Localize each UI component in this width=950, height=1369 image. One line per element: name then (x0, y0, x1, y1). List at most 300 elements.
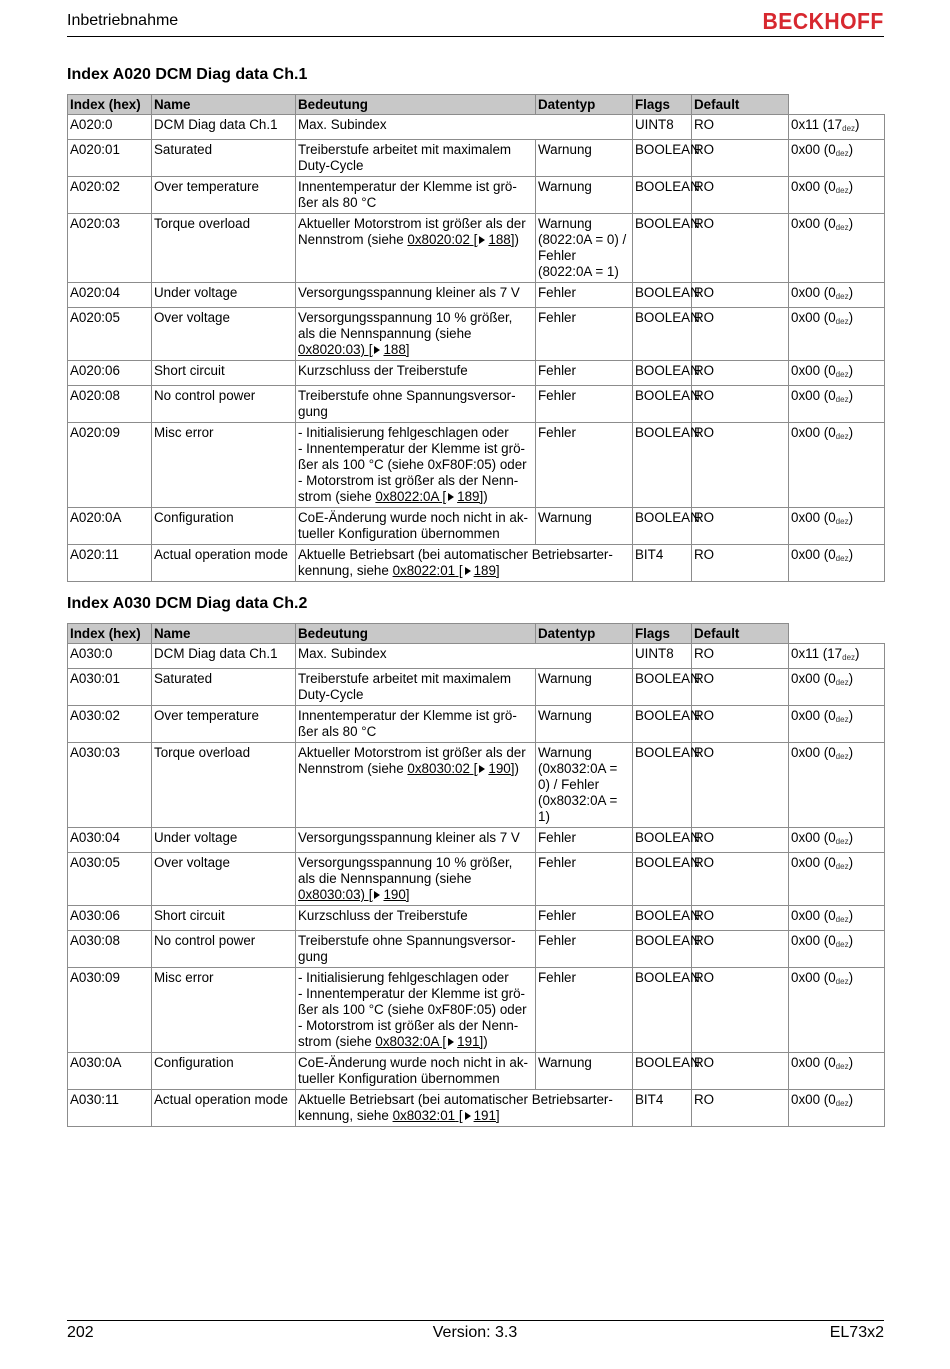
default-cell (789, 906, 885, 931)
default-value: 0x00 (0 (791, 310, 836, 325)
name-cell: Configuration (152, 1053, 296, 1090)
page-reference-link[interactable]: [ 190] (469, 761, 515, 776)
flags-cell: RO (692, 1090, 789, 1127)
flags-cell: RO (692, 423, 789, 508)
description-reference (298, 489, 533, 505)
unit-subscript: dez (835, 837, 849, 846)
datatype-cell: BIT4 (633, 1090, 692, 1127)
unit-subscript: dez (835, 940, 849, 949)
default-cell (789, 283, 885, 308)
flags-cell: RO (692, 743, 789, 828)
page-reference-link[interactable]: [ 191] (438, 1034, 484, 1049)
default-value: 0x00 (0 (791, 1092, 836, 1107)
severity-line: Fehler (538, 285, 576, 300)
name-cell: No control power (152, 931, 296, 968)
table-body (68, 644, 885, 1127)
default-close: ) (848, 1055, 854, 1070)
section-title-a030: Index A030 DCM Diag data Ch.2 (67, 595, 308, 612)
unit-subscript: dez (835, 223, 849, 232)
description-cell (296, 743, 536, 828)
severity-line: Fehler (538, 830, 576, 845)
default-value: 0x00 (0 (791, 970, 836, 985)
severity-cell (536, 177, 633, 214)
column-header: Datentyp (536, 95, 633, 115)
reference-prefix: Nennstrom (siehe (298, 232, 408, 247)
object-reference-link[interactable]: 0x8022:0A (375, 489, 439, 504)
object-reference-link[interactable]: 0x8030:03) (298, 887, 366, 902)
description-line: tueller Konfiguration übernommen (298, 526, 500, 541)
table-row (68, 177, 885, 214)
severity-line: Warnung (538, 745, 592, 760)
flags-cell: RO (692, 906, 789, 931)
severity-line: 1) (538, 809, 550, 824)
page-reference-number: 190] (383, 887, 410, 902)
table-row (68, 743, 885, 828)
index-cell: A020:03 (68, 214, 152, 283)
default-value: 0x11 (17 (791, 646, 843, 661)
page-reference-link[interactable]: [ 190] (365, 887, 410, 902)
default-value: 0x00 (0 (791, 1055, 836, 1070)
column-header: Flags (633, 624, 692, 644)
default-cell (789, 669, 885, 706)
page-reference-number: 188] (383, 342, 410, 357)
description-line: Aktuelle Betriebsart (bei automatischer Betriebsarter- (298, 547, 613, 562)
unit-subscript: dez (835, 554, 849, 563)
default-close: ) (848, 285, 854, 300)
default-value: 0x00 (0 (791, 285, 836, 300)
index-cell: A030:01 (68, 669, 152, 706)
name-cell: Misc error (152, 423, 296, 508)
index-cell: A020:08 (68, 386, 152, 423)
description-line: Kurzschluss der Treiberstufe (298, 363, 468, 378)
default-close: ) (848, 1092, 854, 1107)
object-table-a020 (67, 94, 885, 582)
page-reference-link[interactable]: [ 188] (469, 232, 515, 247)
default-value: 0x00 (0 (791, 671, 836, 686)
datatype-cell: BOOLEAN (633, 906, 692, 931)
description-cell (296, 423, 536, 508)
default-cell (789, 308, 885, 361)
product-name: EL73x2 (829, 1324, 884, 1341)
index-cell: A020:05 (68, 308, 152, 361)
default-cell (789, 140, 885, 177)
object-reference-link[interactable]: 0x8032:01 (392, 1108, 456, 1123)
index-cell: A020:09 (68, 423, 152, 508)
default-close: ) (848, 745, 854, 760)
datatype-cell: BOOLEAN (633, 1053, 692, 1090)
datatype-cell: BOOLEAN (633, 386, 692, 423)
arrow-right-icon (374, 891, 380, 899)
severity-line: Fehler (538, 855, 576, 870)
unit-subscript: dez (835, 862, 849, 871)
description-line: - Motorstrom ist größer als der Nenn- (298, 473, 519, 488)
column-header: Default (692, 624, 789, 644)
description-line: Aktueller Motorstrom ist größer als der (298, 216, 526, 231)
description-line: Versorgungsspannung kleiner als 7 V (298, 285, 520, 300)
column-header: Bedeutung (296, 95, 536, 115)
severity-line: Warnung (538, 142, 592, 157)
description-line: als die Nennspannung (siehe (298, 326, 472, 341)
default-cell (789, 508, 885, 545)
description-reference (298, 563, 630, 579)
default-close: ) (848, 547, 854, 562)
flags-cell: RO (692, 308, 789, 361)
severity-line: Fehler (538, 908, 576, 923)
description-cell (296, 931, 536, 968)
page-reference-link[interactable]: [ 189] (455, 563, 500, 578)
severity-line: Warnung (538, 708, 592, 723)
severity-line: Warnung (538, 671, 592, 686)
severity-cell (536, 214, 633, 283)
name-cell: Torque overload (152, 214, 296, 283)
column-header: Name (152, 95, 296, 115)
flags-cell: RO (692, 931, 789, 968)
description-reference (298, 761, 533, 777)
unit-subscript: dez (835, 370, 849, 379)
datatype-cell: UINT8 (633, 644, 692, 669)
description-cell (296, 669, 536, 706)
default-cell (789, 853, 885, 906)
datatype-cell: BOOLEAN (633, 931, 692, 968)
description-line: Versorgungsspannung 10 % größer, (298, 855, 513, 870)
default-value: 0x00 (0 (791, 708, 836, 723)
default-value: 0x00 (0 (791, 388, 836, 403)
flags-cell: RO (692, 644, 789, 669)
description-line: Treiberstufe ohne Spannungsversor- (298, 388, 516, 403)
datatype-cell: BOOLEAN (633, 853, 692, 906)
flags-cell: RO (692, 968, 789, 1053)
default-value: 0x00 (0 (791, 933, 836, 948)
index-cell: A030:04 (68, 828, 152, 853)
default-close: ) (848, 310, 854, 325)
page-reference-link[interactable]: [ 188] (365, 342, 410, 357)
unit-subscript: dez (835, 715, 849, 724)
flags-cell: RO (692, 853, 789, 906)
severity-line: Fehler (538, 363, 576, 378)
beckhoff-logo: BECKHOFF (762, 8, 884, 34)
datatype-cell: BOOLEAN (633, 308, 692, 361)
reference-prefix: kennung, siehe (298, 563, 393, 578)
table-row (68, 931, 885, 968)
reference-prefix: Nennstrom (siehe (298, 761, 408, 776)
table-row (68, 361, 885, 386)
description-line: ßer als 100 °C (siehe 0xF80F:05) oder (298, 457, 527, 472)
default-cell (789, 706, 885, 743)
description-line: ßer als 80 °C (298, 724, 377, 739)
table-row (68, 508, 885, 545)
default-cell (789, 644, 885, 669)
name-cell: Torque overload (152, 743, 296, 828)
default-close: ) (848, 908, 854, 923)
table-header-row (68, 95, 885, 115)
column-header: Default (692, 95, 789, 115)
severity-line: Warnung (538, 216, 592, 231)
default-close: ) (848, 671, 854, 686)
object-table-a030 (67, 623, 885, 1127)
default-value: 0x00 (0 (791, 510, 836, 525)
table-row (68, 386, 885, 423)
description-line: Treiberstufe arbeitet mit maximalem (298, 671, 512, 686)
arrow-right-icon (479, 236, 485, 244)
index-cell: A020:0 (68, 115, 152, 140)
object-reference-link[interactable]: 0x8022:01 (392, 563, 456, 578)
index-cell: A030:0 (68, 644, 152, 669)
default-value: 0x00 (0 (791, 547, 836, 562)
datatype-cell: BIT4 (633, 545, 692, 582)
arrow-right-icon (448, 493, 454, 501)
description-cell (296, 361, 536, 386)
default-close: ) (855, 646, 860, 661)
severity-cell (536, 386, 633, 423)
severity-cell (536, 706, 633, 743)
page-reference-number: 191] (473, 1108, 500, 1123)
default-cell (789, 177, 885, 214)
severity-cell (536, 906, 633, 931)
description-line: Duty-Cycle (298, 687, 364, 702)
unit-subscript: dez (835, 1062, 849, 1071)
table-row (68, 853, 885, 906)
table-row (68, 828, 885, 853)
page-reference-number: 189] (457, 489, 484, 504)
default-close: ) (848, 388, 854, 403)
object-reference-link[interactable]: 0x8032:0A (375, 1034, 439, 1049)
default-cell (789, 386, 885, 423)
footer-divider (67, 1320, 884, 1321)
description-cell (296, 644, 633, 669)
default-value: 0x00 (0 (791, 179, 836, 194)
description-line: Aktuelle Betriebsart (bei automatischer Betriebsarter- (298, 1092, 613, 1107)
flags-cell: RO (692, 545, 789, 582)
default-value: 0x00 (0 (791, 830, 836, 845)
index-cell: A030:08 (68, 931, 152, 968)
description-reference (298, 342, 533, 358)
datatype-cell: BOOLEAN (633, 283, 692, 308)
severity-line: (8022:0A = 0) / (538, 232, 627, 247)
name-cell: Short circuit (152, 906, 296, 931)
document-version: Version: 3.3 (432, 1324, 518, 1341)
unit-subscript: dez (835, 186, 849, 195)
datatype-cell: BOOLEAN (633, 177, 692, 214)
description-line: ßer als 80 °C (298, 195, 377, 210)
default-close: ) (848, 216, 854, 231)
datatype-cell: BOOLEAN (633, 743, 692, 828)
name-cell: Actual operation mode (152, 545, 296, 582)
description-line: Versorgungsspannung kleiner als 7 V (298, 830, 520, 845)
flags-cell: RO (692, 706, 789, 743)
severity-cell (536, 140, 633, 177)
description-line: Versorgungsspannung 10 % größer, (298, 310, 513, 325)
object-reference-link[interactable]: 0x8020:03) (298, 342, 366, 357)
severity-cell (536, 283, 633, 308)
name-cell: Under voltage (152, 828, 296, 853)
default-cell (789, 743, 885, 828)
default-value: 0x00 (0 (791, 745, 836, 760)
description-reference (298, 1108, 630, 1124)
description-cell (296, 508, 536, 545)
description-cell (296, 386, 536, 423)
default-close: ) (848, 830, 854, 845)
header-title: Inbetriebnahme (67, 12, 179, 29)
column-header: Index (hex) (68, 95, 152, 115)
description-line: - Initialisierung fehlgeschlagen oder (298, 425, 509, 440)
description-cell (296, 1090, 633, 1127)
reference-prefix: strom (siehe (298, 489, 376, 504)
severity-line: Fehler (538, 933, 576, 948)
description-cell (296, 968, 536, 1053)
flags-cell: RO (692, 140, 789, 177)
arrow-right-icon (448, 1038, 454, 1046)
flags-cell: RO (692, 177, 789, 214)
reference-prefix: kennung, siehe (298, 1108, 393, 1123)
datatype-cell: BOOLEAN (633, 214, 692, 283)
description-cell (296, 828, 536, 853)
severity-line: Fehler (538, 248, 576, 263)
default-cell (789, 545, 885, 582)
unit-subscript: dez (835, 977, 849, 986)
name-cell: DCM Diag data Ch.1 (152, 644, 296, 669)
default-cell (789, 214, 885, 283)
flags-cell: RO (692, 283, 789, 308)
datatype-cell: BOOLEAN (633, 361, 692, 386)
default-close: ) (848, 510, 854, 525)
table-row (68, 906, 885, 931)
reference-prefix: strom (siehe (298, 1034, 376, 1049)
arrow-right-icon (479, 765, 485, 773)
reference-suffix: ) (514, 232, 519, 247)
column-header: Flags (633, 95, 692, 115)
default-close: ) (848, 708, 854, 723)
default-close: ) (855, 117, 860, 132)
name-cell: Short circuit (152, 361, 296, 386)
description-line: - Initialisierung fehlgeschlagen oder (298, 970, 509, 985)
arrow-right-icon (374, 346, 380, 354)
severity-line: (0x8032:0A = (538, 793, 618, 808)
page-reference-number: 188] (488, 232, 515, 247)
default-close: ) (848, 933, 854, 948)
default-cell (789, 931, 885, 968)
severity-line: (0x8032:0A = (538, 761, 618, 776)
default-value: 0x00 (0 (791, 363, 836, 378)
column-header: Index (hex) (68, 624, 152, 644)
object-reference-link[interactable]: 0x8030:02 (407, 761, 470, 776)
default-value: 0x11 (17 (791, 117, 843, 132)
object-reference-link[interactable]: 0x8020:02 (407, 232, 470, 247)
severity-line: Warnung (538, 510, 592, 525)
reference-suffix: ) (514, 761, 519, 776)
default-value: 0x00 (0 (791, 908, 836, 923)
name-cell: Over voltage (152, 308, 296, 361)
description-line: - Innentemperatur der Klemme ist grö- (298, 986, 525, 1001)
severity-cell (536, 508, 633, 545)
flags-cell: RO (692, 1053, 789, 1090)
page-reference-number: 191] (457, 1034, 484, 1049)
index-cell: A020:04 (68, 283, 152, 308)
header-divider (67, 36, 884, 37)
description-line: Kurzschluss der Treiberstufe (298, 908, 468, 923)
name-cell: Misc error (152, 968, 296, 1053)
table-row (68, 968, 885, 1053)
page-reference-link[interactable]: [ 191] (455, 1108, 500, 1123)
severity-line: Fehler (538, 310, 576, 325)
index-cell: A020:11 (68, 545, 152, 582)
name-cell: Saturated (152, 140, 296, 177)
unit-subscript: dez (835, 395, 849, 404)
index-cell: A020:06 (68, 361, 152, 386)
default-cell (789, 828, 885, 853)
arrow-right-icon (465, 1112, 471, 1120)
severity-line: Fehler (538, 425, 576, 440)
description-line: CoE-Änderung wurde noch nicht in ak- (298, 510, 529, 525)
section-title-a020: Index A020 DCM Diag data Ch.1 (67, 66, 308, 83)
description-line: - Motorstrom ist größer als der Nenn- (298, 1018, 519, 1033)
default-cell (789, 423, 885, 508)
severity-line: Fehler (538, 970, 576, 985)
severity-cell (536, 1053, 633, 1090)
description-line: Treiberstufe ohne Spannungsversor- (298, 933, 516, 948)
unit-subscript: dez (842, 653, 856, 662)
unit-subscript: dez (835, 149, 849, 158)
default-close: ) (848, 363, 854, 378)
name-cell: Over temperature (152, 706, 296, 743)
severity-cell (536, 669, 633, 706)
name-cell: Under voltage (152, 283, 296, 308)
page-reference-link[interactable]: [ 189] (438, 489, 484, 504)
severity-line: 0) / Fehler (538, 777, 600, 792)
table-row (68, 1053, 885, 1090)
description-line: Max. Subindex (298, 117, 387, 132)
page-reference-number: 190] (488, 761, 515, 776)
description-line: CoE-Änderung wurde noch nicht in ak- (298, 1055, 529, 1070)
description-line: tueller Konfiguration übernommen (298, 1071, 500, 1086)
flags-cell: RO (692, 361, 789, 386)
table-row (68, 423, 885, 508)
description-line: gung (298, 949, 328, 964)
column-header: Datentyp (536, 624, 633, 644)
index-cell: A030:05 (68, 853, 152, 906)
table-row (68, 308, 885, 361)
index-cell: A030:02 (68, 706, 152, 743)
name-cell: Configuration (152, 508, 296, 545)
description-line: gung (298, 404, 328, 419)
severity-cell (536, 743, 633, 828)
default-close: ) (848, 970, 854, 985)
datatype-cell: UINT8 (633, 115, 692, 140)
severity-cell (536, 853, 633, 906)
name-cell: DCM Diag data Ch.1 (152, 115, 296, 140)
column-header: Name (152, 624, 296, 644)
description-line: Treiberstufe arbeitet mit maximalem (298, 142, 512, 157)
datatype-cell: BOOLEAN (633, 140, 692, 177)
default-value: 0x00 (0 (791, 855, 836, 870)
name-cell: Over voltage (152, 853, 296, 906)
index-cell: A030:06 (68, 906, 152, 931)
unit-subscript: dez (835, 915, 849, 924)
description-cell (296, 177, 536, 214)
name-cell: Saturated (152, 669, 296, 706)
index-cell: A030:11 (68, 1090, 152, 1127)
description-cell (296, 308, 536, 361)
table-row (68, 283, 885, 308)
table-row (68, 140, 885, 177)
default-close: ) (848, 142, 854, 157)
flags-cell: RO (692, 214, 789, 283)
table-header-row (68, 624, 885, 644)
name-cell: Actual operation mode (152, 1090, 296, 1127)
severity-line: Fehler (538, 388, 576, 403)
severity-cell (536, 423, 633, 508)
description-cell (296, 906, 536, 931)
datatype-cell: BOOLEAN (633, 828, 692, 853)
